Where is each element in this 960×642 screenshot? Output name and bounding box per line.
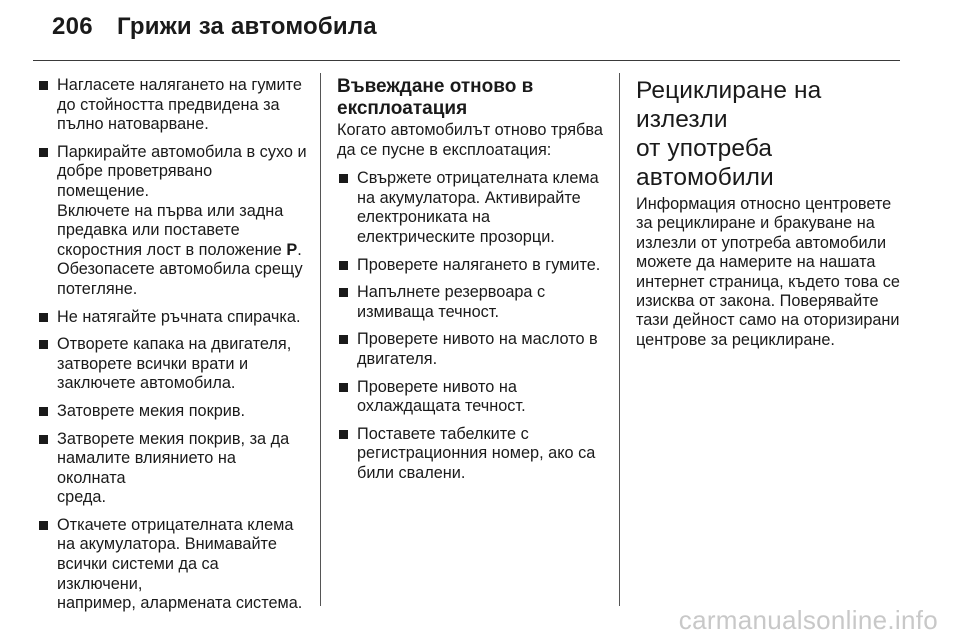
column-recommissioning [337, 76, 605, 492]
paragraph-line: Информация относно центровете [636, 195, 892, 213]
list-item-line: затворете всички врати и [57, 354, 249, 373]
list-item-line: пълно натоварване. [57, 115, 209, 134]
list-item [337, 330, 605, 369]
list-item [37, 143, 307, 300]
list-item-line: Отворете капака на двигателя, [57, 335, 292, 354]
list-item-line: намалите влиянието на околната [57, 449, 236, 487]
section-heading-recommissioning [337, 76, 605, 120]
list-item-line: Проверете нивото на [357, 377, 517, 396]
list-item-line: Напълнете резервоара с [357, 283, 546, 302]
list-item-line: били свалени. [357, 463, 466, 482]
heading-line: Рециклиране на излезли [636, 77, 822, 133]
heading-line: от употреба автомобили [636, 135, 774, 191]
bullet-square-icon [339, 335, 348, 344]
list-item-line: предавка или поставете [57, 221, 240, 240]
list-item-line: Поставете табелките с [357, 424, 529, 443]
list-item-line [57, 241, 307, 261]
paragraph-line: излезли от употреба автомобили [636, 233, 887, 252]
list-item [37, 402, 307, 422]
list-item [337, 378, 605, 417]
list-item-line: електрическите прозорци. [357, 227, 555, 246]
list-item [37, 516, 307, 614]
list-item-line: всички системи да са изключени, [57, 555, 219, 593]
list-item-text: скоростния лост в положение [57, 240, 287, 259]
recycling-paragraph [636, 195, 906, 350]
paragraph-line: Когато автомобилът отново трябва [337, 121, 603, 139]
list-item-line: например, алармената система. [57, 594, 303, 613]
list-item [37, 76, 307, 135]
list-item-line: Проверете налягането в гумите. [357, 255, 601, 274]
list-item-line: Затворете мекия покрив, за да [57, 429, 290, 448]
list-item-line: Затоврете мекия покрив. [57, 401, 246, 420]
header-divider [33, 60, 900, 61]
list-item-line: Нагласете налягането на гумите [57, 76, 302, 94]
list-item-line: електрониката на [357, 208, 491, 227]
list-item-line: Откачете отрицателната клема [57, 515, 294, 534]
list-item-line: Свържете отрицателната клема [357, 169, 599, 188]
list-item-line: Проверете нивото на маслото в [357, 330, 598, 349]
bullet-square-icon [39, 435, 48, 444]
list-item [37, 335, 307, 394]
list-item-line: Включете на първа или задна [57, 201, 284, 220]
paragraph-line: изисква от закона. Поверявайте [636, 292, 879, 311]
paragraph-line: интернет страница, където това се [636, 272, 900, 291]
list-item [37, 308, 307, 328]
list-item-line: заключете автомобила. [57, 374, 236, 393]
heading-line: експлоатация [337, 98, 468, 119]
list-item-line: Обезопасете автомобила срещу [57, 260, 303, 279]
bullet-square-icon [39, 313, 48, 322]
heading-line: Въвеждане отново в [337, 76, 534, 97]
bullet-square-icon [39, 407, 48, 416]
watermark-text: carmanualsonline.info [678, 605, 938, 635]
page-title: Грижи за автомобила [117, 13, 377, 40]
bullet-square-icon [339, 261, 348, 270]
list-item-line: охлаждащата течност. [357, 397, 526, 416]
gear-position-label: P [286, 240, 298, 259]
bullet-square-icon [339, 174, 348, 183]
paragraph-line: за рециклиране и бракуване на [636, 214, 875, 233]
recommissioning-steps-list [337, 169, 605, 483]
list-item-line: на акумулатора. Активирайте [357, 188, 581, 207]
column-recycling [636, 76, 906, 359]
paragraph-line: центрове за рециклиране. [636, 330, 835, 349]
bullet-square-icon [339, 288, 348, 297]
list-item-line: двигателя. [357, 349, 438, 368]
list-item-line: Паркирайте автомобила в сухо и [57, 142, 307, 161]
list-item [337, 169, 605, 247]
list-item-line: измиваща течност. [357, 302, 499, 321]
bullet-square-icon [39, 340, 48, 349]
punctuation: . [297, 240, 302, 259]
list-item-line: регистрационния номер, ако са [357, 444, 596, 463]
bullet-square-icon [39, 521, 48, 530]
bullet-square-icon [39, 148, 48, 157]
list-item-line: Не натягайте ръчната спирачка. [57, 307, 301, 326]
column-divider-left [320, 73, 321, 606]
bullet-square-icon [339, 430, 348, 439]
list-item-line: потегляне. [57, 279, 138, 298]
list-item-line: среда. [57, 488, 106, 507]
list-item-line: добре проветрявано помещение. [57, 162, 213, 200]
column-storage-steps [37, 76, 307, 622]
section-heading-recycling [636, 76, 906, 192]
list-item [337, 425, 605, 484]
storage-steps-list [37, 76, 307, 614]
list-item-line: до стойността предвидена за [57, 95, 280, 114]
paragraph-line: тази дейност само на оторизирани [636, 311, 900, 330]
list-item-line: на акумулатора. Внимавайте [57, 535, 277, 554]
list-item [337, 256, 605, 276]
recommissioning-intro [337, 121, 605, 160]
column-divider-right [619, 73, 620, 606]
paragraph-line: да се пусне в експлоатация: [337, 140, 552, 159]
paragraph-line: можете да намерите на нашата [636, 253, 876, 272]
list-item [337, 283, 605, 322]
page-number: 206 [52, 13, 93, 40]
list-item [37, 430, 307, 508]
page-header [0, 0, 960, 62]
bullet-square-icon [39, 81, 48, 90]
bullet-square-icon [339, 383, 348, 392]
